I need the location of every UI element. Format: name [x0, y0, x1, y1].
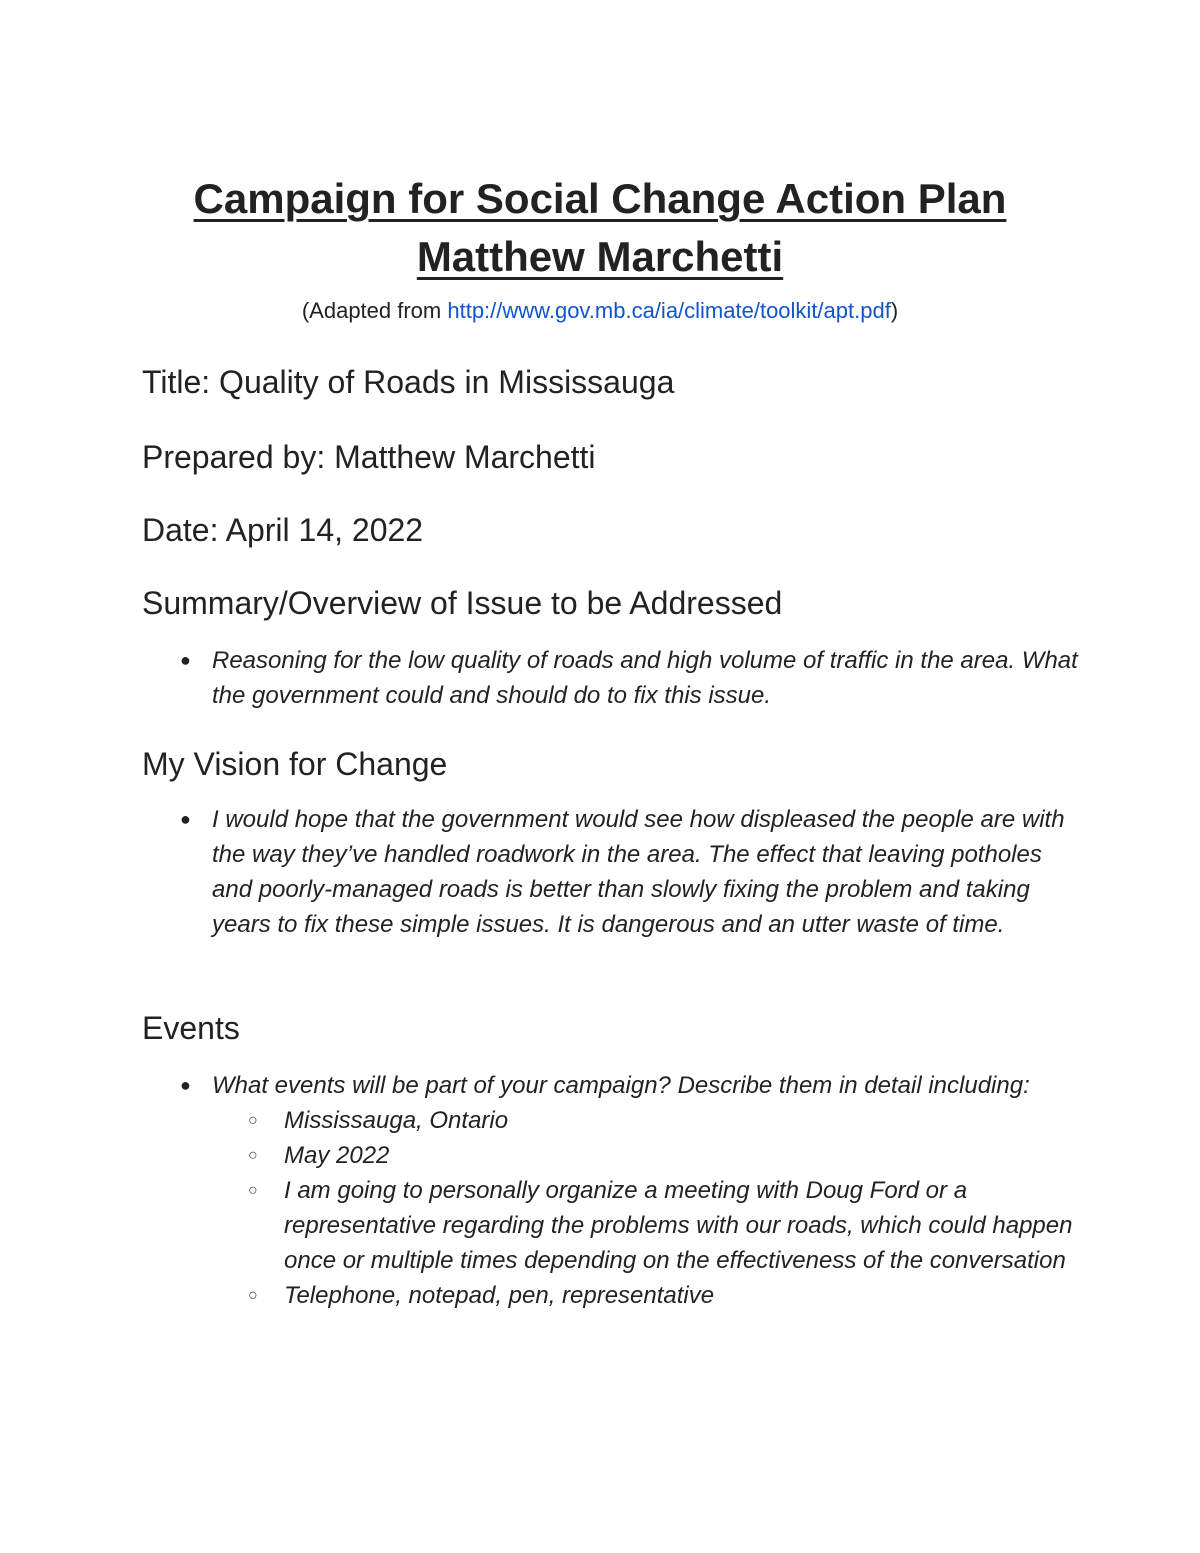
events-bullet-text: What events will be part of your campaign? Describe them in detail including: — [212, 1072, 1030, 1099]
summary-list — [142, 643, 1082, 713]
adapted-suffix: ) — [890, 298, 899, 323]
bullet-icon: ● — [180, 1075, 191, 1095]
events-heading: Events — [142, 1010, 240, 1046]
source-link[interactable]: http://www.gov.mb.ca/ia/climate/toolkit/apt.pdf — [447, 298, 891, 323]
document-title — [0, 170, 1200, 286]
summary-heading: Summary/Overview of Issue to be Addressed — [142, 585, 783, 621]
list-item — [142, 802, 1082, 942]
title-field: Title: Quality of Roads in Mississauga — [142, 364, 675, 400]
sub-bullet-icon: ○ — [248, 1287, 258, 1304]
events-list — [142, 1068, 1082, 1313]
vision-heading: My Vision for Change — [142, 746, 448, 782]
sub-bullet-icon: ○ — [248, 1147, 258, 1164]
vision-list — [142, 802, 1082, 942]
sub-list-item — [212, 1103, 1082, 1138]
adapted-prefix: (Adapted from — [301, 298, 448, 323]
list-item — [142, 1068, 1082, 1313]
sub-item-text: I am going to personally organize a meeting with Doug Ford or a representative regarding the problems with our roads, which could happen once or multiple times depending on the effectiveness of the conversation — [284, 1177, 1073, 1274]
date-field: Date: April 14, 2022 — [142, 512, 424, 548]
title-line-2: Matthew Marchetti — [416, 233, 784, 280]
sub-item-text: Mississauga, Ontario — [284, 1107, 509, 1134]
bullet-icon: ● — [180, 809, 191, 829]
sub-bullet-icon: ○ — [248, 1112, 258, 1129]
sub-list-item — [212, 1173, 1082, 1278]
summary-bullet-text: Reasoning for the low quality of roads and high volume of traffic in the area. What the government could and should do to fix this issue. — [212, 647, 1078, 709]
sub-item-text: Telephone, notepad, pen, representative — [284, 1282, 715, 1309]
vision-bullet-text: I would hope that the government would see how displeased the people are with the way they’ve handled roadwork in the area. The effect that leaving potholes and poorly-managed roads is better than slowly fixing the problem and taking years to fix these simple issues. It is dangerous and an utter waste of time. — [212, 806, 1065, 938]
adapted-from-note — [0, 298, 1200, 324]
sub-item-text: May 2022 — [284, 1142, 390, 1169]
events-sub-list — [212, 1103, 1082, 1313]
sub-bullet-icon: ○ — [248, 1182, 258, 1199]
list-item — [142, 643, 1082, 713]
title-line-1: Campaign for Social Change Action Plan — [193, 175, 1007, 222]
prepared-by-field: Prepared by: Matthew Marchetti — [142, 439, 596, 475]
sub-list-item — [212, 1278, 1082, 1313]
bullet-icon: ● — [180, 650, 191, 670]
sub-list-item — [212, 1138, 1082, 1173]
